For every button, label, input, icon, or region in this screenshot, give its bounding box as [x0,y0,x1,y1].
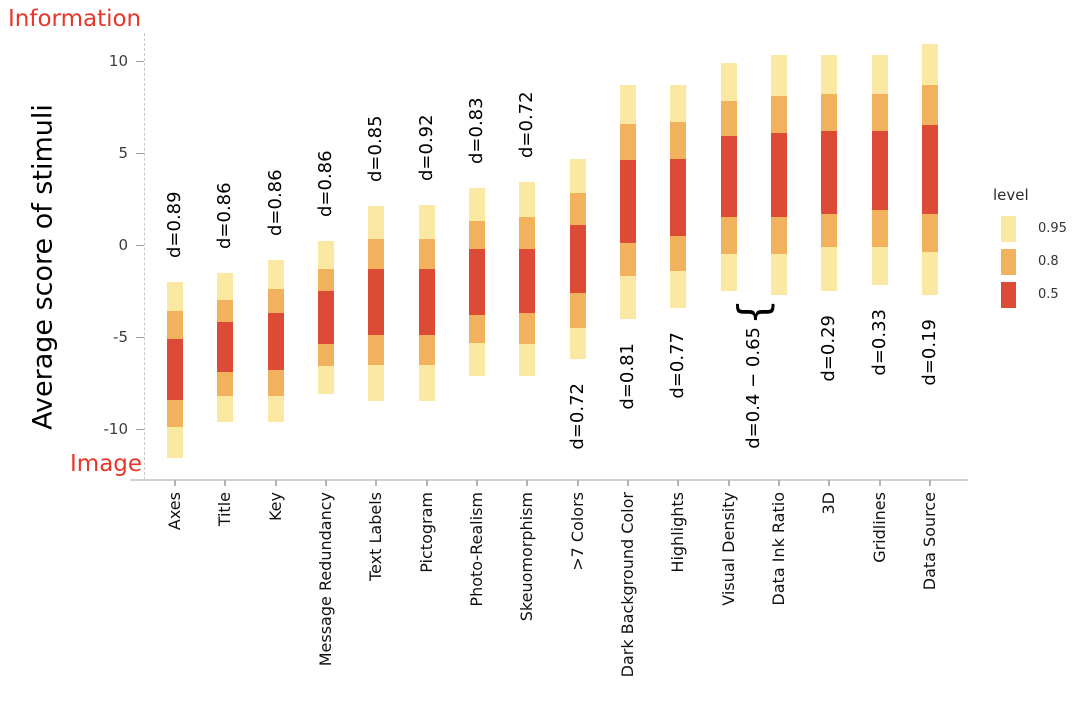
x-category-label: Data Ink Ratio [768,492,788,606]
interval-50-segment [519,249,535,313]
effect-size-annotation: d=0.86 [314,150,336,218]
y-tick-mark [136,245,144,246]
x-tick-mark [929,480,931,486]
effect-size-annotation: d=0.89 [164,191,185,258]
y-tick-label: 5 [118,144,128,162]
x-category-label: Dark Background Color [617,492,637,678]
interval-50-segment [721,136,737,217]
y-axis-line [144,33,145,480]
interval-50-segment [771,133,787,218]
x-tick-mark [375,480,377,486]
interval-50-segment [268,313,284,370]
legend-item-label: 0.8 [1038,254,1059,269]
x-category-label: Visual Density [718,492,738,606]
x-category-label: Skeuomorphism [517,492,537,622]
x-tick-mark [828,480,830,486]
effect-size-annotation: d=0.29 [818,315,840,382]
y-tick-mark [136,153,144,154]
interval-50-segment [167,339,183,400]
axis-endpoint-label-image: Image [70,451,143,477]
effect-size-annotation: d=0.83 [465,97,487,164]
y-tick-label: -10 [103,420,128,438]
effect-size-annotation: d=0.72 [566,383,588,450]
interval-50-segment [419,269,435,335]
interval-50-segment [469,249,485,315]
effect-size-annotation: d=0.19 [918,318,940,386]
x-category-label: Pictogram [416,492,436,573]
interval-50-segment [570,225,586,293]
x-tick-mark [174,480,176,486]
x-tick-mark [728,480,730,486]
x-tick-mark [275,480,277,486]
interval-50-segment [368,269,384,335]
x-category-label: Text Labels [366,492,386,581]
x-category-label: >7 Colors [567,492,587,571]
x-tick-mark [325,480,327,486]
group-effect-size-annotation: d=0.4 − 0.65 [742,327,764,449]
x-tick-mark [627,480,629,486]
y-tick-label: -5 [113,328,128,346]
group-brace: { [728,298,778,326]
axis-endpoint-label-information: Information [8,6,142,32]
interval-50-segment [217,322,233,372]
x-category-label: Title [215,492,235,527]
x-tick-mark [577,480,579,486]
x-category-label: 3D [819,492,839,515]
legend-item-label: 0.95 [1038,221,1067,236]
x-tick-mark [879,480,881,486]
effect-size-annotation: d=0.33 [868,309,890,377]
effect-size-annotation: d=0.86 [264,169,286,236]
x-category-label: Key [265,492,285,522]
interval-50-segment [821,131,837,214]
interval-50-segment [620,160,636,243]
effect-size-annotation: d=0.81 [616,342,638,410]
y-tick-label: 0 [118,236,128,254]
x-tick-mark [526,480,528,486]
interval-50-segment [922,125,938,213]
interval-50-segment [670,159,686,236]
effect-size-annotation: d=0.72 [516,91,538,159]
x-tick-mark [677,480,679,486]
x-axis-line [130,479,968,481]
x-category-label: Data Source [919,492,939,591]
legend-item-label: 0.5 [1038,287,1059,302]
y-tick-mark [136,61,144,62]
y-tick-mark [136,337,144,338]
x-category-label: Axes [165,492,184,531]
legend-swatch-0.95 [1001,216,1016,242]
effect-size-annotation: d=0.77 [667,331,689,399]
x-category-label: Message Redundancy [315,492,335,667]
legend-title: level [993,186,1029,204]
y-axis-title: Average score of stimuli [27,104,59,430]
x-category-label: Highlights [668,492,688,573]
x-tick-mark [778,480,780,486]
legend-swatch-0.8 [1001,249,1016,275]
x-category-label: Gridlines [869,492,889,563]
x-tick-mark [476,480,478,486]
x-tick-mark [426,480,428,486]
x-tick-mark [224,480,226,486]
interval-50-segment [318,291,334,344]
legend-swatch-0.5 [1001,282,1016,308]
y-tick-mark [136,429,144,430]
y-tick-label: 10 [108,52,128,70]
effect-size-annotation: d=0.92 [415,113,437,181]
effect-size-annotation: d=0.85 [365,115,387,183]
interval-50-segment [872,131,888,210]
x-category-label: Photo-Realism [466,492,486,607]
effect-size-annotation: d=0.86 [214,182,236,249]
